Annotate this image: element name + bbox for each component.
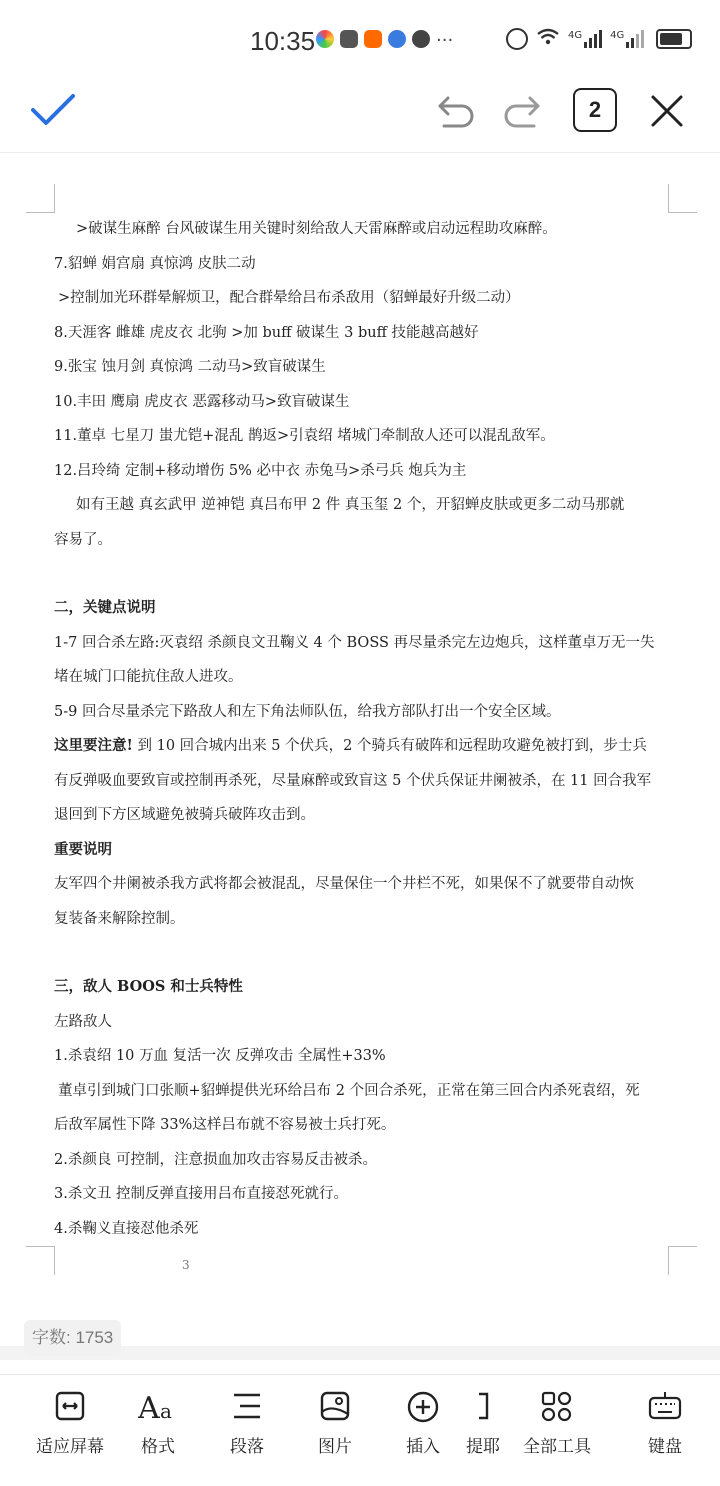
browser-icon [388,30,406,48]
document-line: 4.杀鞠义直接怼他杀死 [54,1220,199,1237]
all-tools-icon [512,1390,602,1426]
document-line: 9.张宝 蚀月剑 真惊鸿 二动马>致盲破谋生 [54,359,326,375]
redo-icon [502,92,542,130]
toolbar-button-label: 段落 [230,1437,264,1457]
page-corner-mark [26,184,55,213]
document-line: 1-7 回合杀左路:灭袁绍 杀颜良文丑鞠义 4 个 BOSS 再尽量杀完左边炮兵，这样董卓万无一失 [54,634,655,651]
document-line: 董卓引到城门口张顺+貂蝉提供光环给吕布 2 个回合杀死，正常在第三回合内杀死袁绍，死 [58,1082,640,1099]
toolbar-button-image[interactable] [290,1390,380,1457]
document-line [54,731,670,766]
done-button[interactable] [30,92,76,132]
document-line: 有反弹吸血要致盲或控制再杀死，尽量麻醉或致盲这 5 个伏兵保证井阑被杀，在 11 回合我军 [54,772,652,789]
document-line: 友军四个井阑被杀我方武将都会被混乱，尽量保住一个井栏不死，如果保不了就要带自动恢 [54,876,634,892]
emphasis-text: 这里要注意! [54,737,133,754]
document-line: 3.杀文丑 控制反弹直接用吕布直接怼死就行。 [54,1186,348,1202]
toolbar-button-label: 键盘 [648,1437,682,1457]
paragraph-icon [202,1390,292,1426]
close-button[interactable] [650,94,684,132]
toolbar-button-label: 插入 [406,1437,440,1457]
toolbar-button-extract[interactable] [455,1390,511,1457]
page-number: 3 [182,1258,190,1272]
document-line: 12.吕玲绮 定制+移动增伤 5% 必中衣 赤兔马>杀弓兵 炮兵为主 [54,462,467,479]
signal-icon: 4G [610,30,644,48]
document-line [54,559,670,593]
more-icon: ··· [436,30,454,51]
status-bar [0,0,720,80]
heading-text: 重要说明 [54,840,112,858]
document-line: 1.杀袁绍 10 万血 复活一次 反弹攻击 全属性+33% [54,1048,386,1064]
heading-text: 三，敌人 BOOS 和士兵特性 [54,978,243,995]
redo-button[interactable] [502,92,542,134]
image-icon [290,1390,380,1426]
document-line: >控制加光环群晕解烦卫，配合群晕给吕布杀敌用（貂蝉最好升级二动） [58,290,520,306]
word-count-badge: 字数: 1753 [24,1320,121,1356]
svg-text:a: a [160,1399,172,1422]
section-heading [54,593,670,628]
toolbar-button-paragraph[interactable] [202,1390,292,1457]
document-line: 复装备来解除控制。 [54,910,185,927]
app-icon [340,30,358,48]
toolbar-button-all-tools[interactable] [512,1390,602,1457]
app-icon [316,30,334,48]
toolbar-button-label: 格式 [141,1437,175,1457]
toolbar-button-label: 图片 [318,1437,352,1457]
document-body[interactable] [54,214,670,1248]
page-corner-mark [26,1246,55,1275]
section-heading [54,835,670,870]
document-line: 如有王越 真玄武甲 逆神铠 真吕布甲 2 件 真玉玺 2 个，开貂蝉皮肤或更多二动马那就 [76,497,625,513]
format-icon [113,1390,203,1426]
undo-icon [436,92,476,130]
message-icon [412,30,430,48]
heading-text: 二，关键点说明 [54,599,156,616]
page-corner-mark [668,1246,697,1275]
taobao-icon [364,30,382,48]
close-icon [650,94,684,128]
document-line: 容易了。 [54,531,112,548]
document-line: 10.丰田 鹰扇 虎皮衣 恶露移动马>致盲破谋生 [54,393,350,410]
wifi-icon [536,28,560,50]
toolbar-button-label: 适应屏幕 [36,1437,104,1457]
battery-icon [656,29,692,49]
undo-button[interactable] [436,92,476,134]
fit-screen-icon [25,1390,115,1426]
nfc-icon [506,28,528,50]
check-icon [30,92,76,128]
document-line: 11.董卓 七星刀 蚩尤铠+混乱 鹊返>引袁绍 堵城门牵制敌人还可以混乱敌军。 [54,428,555,444]
document-line [54,938,670,972]
document-line: 2.杀颜良 可控制，注意损血加攻击容易反击被杀。 [54,1151,377,1168]
toolbar-button-keyboard[interactable] [620,1390,710,1457]
section-heading [54,972,670,1007]
page-corner-mark [668,184,697,213]
keyboard-icon [620,1390,710,1426]
svg-text:A: A [138,1391,160,1422]
document-line: 左路敌人 [54,1013,112,1030]
signal-icon: 4G [568,30,602,48]
document-line: 8.天涯客 雌雄 虎皮衣 北驹 >加 buff 破谋生 3 buff 技能越高越好 [54,324,479,341]
document-line: >破谋生麻醉 台风破谋生用关键时刻给敌人天雷麻醉或启动远程助攻麻醉。 [76,221,557,237]
system-icons [506,28,692,50]
document-line: 7.貂蝉 娟宫扇 真惊鸿 皮肤二动 [54,255,256,272]
document-line: 5-9 回合尽量杀完下路敌人和左下角法师队伍，给我方部队打出一个安全区域。 [54,703,561,720]
document-line: 堵在城门口能抗住敌人进攻。 [54,669,243,685]
notification-icons [316,30,453,51]
document-line: 后敌军属性下降 33%这样吕布就不容易被士兵打死。 [54,1117,396,1133]
document-line: 退回到下方区域避免被骑兵破阵攻击到。 [54,807,315,823]
extract-icon [455,1390,511,1426]
status-time: 10:35 [250,26,316,56]
toolbar-button-fit-screen[interactable] [25,1390,115,1457]
toolbar-button-label: 提耶 [466,1437,500,1457]
toolbar-button-format[interactable] [113,1390,203,1457]
page-count-button[interactable]: 2 [573,88,617,132]
line-text: 到 10 回合城内出来 5 个伏兵，2 个骑兵有破阵和远程助攻避免被打到，步士兵 [137,738,647,754]
toolbar-button-label: 全部工具 [523,1437,591,1457]
